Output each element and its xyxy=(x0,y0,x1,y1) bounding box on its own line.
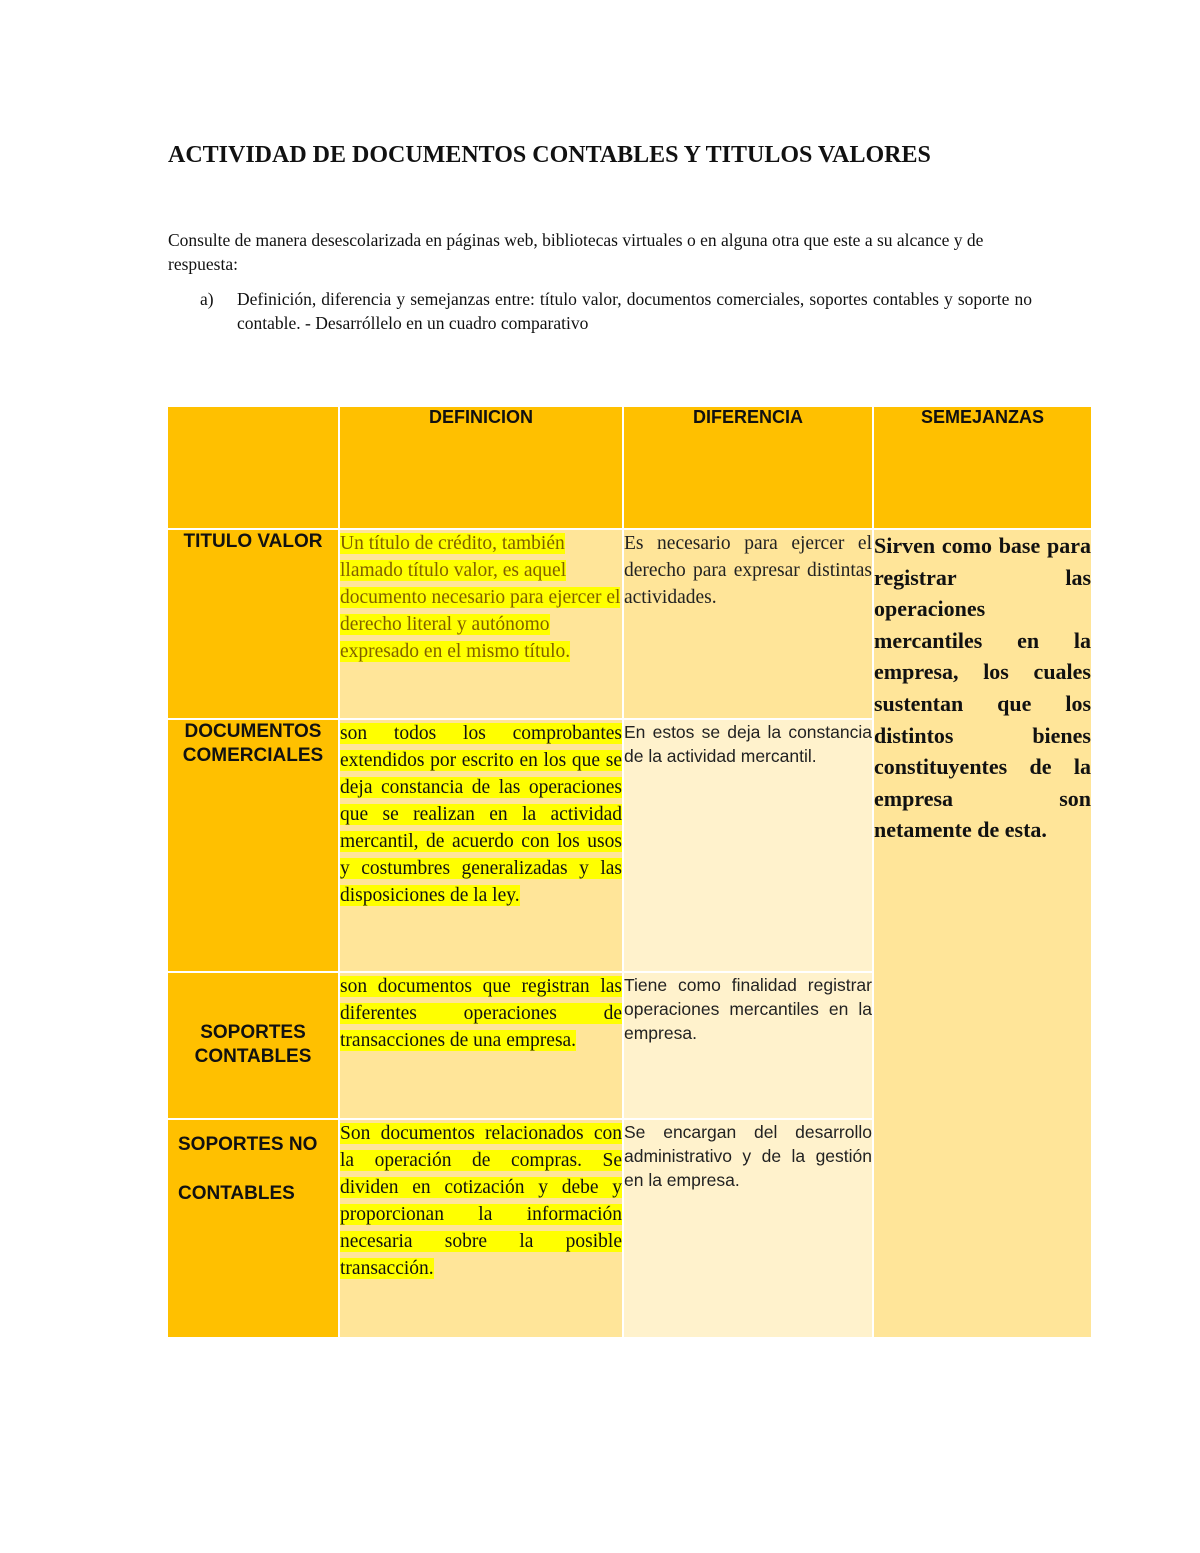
difference-text: Tiene como finalidad registrar operaciones mercantiles en la empresa. xyxy=(624,975,872,1043)
difference-cell xyxy=(623,1119,873,1338)
definition-cell xyxy=(339,1119,623,1338)
difference-cell xyxy=(623,529,873,719)
header-diferencia: DIFERENCIA xyxy=(623,406,873,529)
task-list-marker: a) xyxy=(200,289,214,309)
definition-text: son documentos que registran las diferentes operaciones de transacciones de una empresa. xyxy=(340,976,622,1051)
row-label: SOPORTES NO CONTABLES xyxy=(178,1134,318,1204)
row-label: SOPORTES CONTABLES xyxy=(194,1022,312,1067)
semejanzas-cell xyxy=(873,529,1092,1338)
definition-cell xyxy=(339,719,623,972)
intro-paragraph: Consulte de manera desescolarizada en páginas web, bibliotecas virtuales o en alguna otra que este a su alcance y de respuesta: xyxy=(168,230,984,274)
document-title: ACTIVIDAD DE DOCUMENTOS CONTABLES Y TITULOS VALORES xyxy=(168,142,931,168)
difference-text: Es necesario para ejercer el derecho para expresar distintas actividades. xyxy=(624,533,872,608)
difference-text: En estos se deja la constancia de la actividad mercantil. xyxy=(624,722,872,766)
definition-text: Son documentos relacionados con la operación de compras. Se dividen en cotización y debe y proporcionan la información necesaria sobre la posible transacción. xyxy=(340,1123,622,1279)
table-header-row xyxy=(167,406,1092,529)
difference-text: Se encargan del desarrollo administrativo y de la gestión en la empresa. xyxy=(624,1122,872,1190)
header-semejanzas: SEMEJANZAS xyxy=(873,406,1092,529)
table-row xyxy=(167,529,1092,719)
definition-text: Un título de crédito, también llamado título valor, es aquel documento necesario para ejercer el derecho literal y autónomo expresado en el mismo título. xyxy=(340,533,621,662)
row-label: TITULO VALOR xyxy=(183,531,323,552)
task-item xyxy=(200,287,1032,335)
row-label-cell xyxy=(167,719,339,972)
difference-cell xyxy=(623,972,873,1119)
row-label: DOCUMENTOS COMERCIALES xyxy=(182,721,324,766)
row-label-cell xyxy=(167,529,339,719)
definition-text: son todos los comprobantes extendidos por escrito en los que se deja constancia de las operaciones que se realizan en la actividad mercantil, de acuerdo con los usos y costumbres generalizadas y las disposiciones de la ley. xyxy=(340,723,622,906)
header-definicion: DEFINICION xyxy=(339,406,623,529)
semejanzas-text: Sirven como base para registrar las operaciones mercantiles en la empresa, los cuales sustentan que los distintos bienes constituyentes de la empresa son netamente de esta. xyxy=(874,533,1091,843)
row-label-cell xyxy=(167,972,339,1119)
comparison-table xyxy=(166,405,1093,1339)
row-label-cell xyxy=(167,1119,339,1338)
task-text: Definición, diferencia y semejanzas entre: título valor, documentos comerciales, soportes contables y soporte no contable. - Desarróllelo en un cuadro comparativo xyxy=(237,289,1032,333)
difference-cell xyxy=(623,719,873,972)
header-corner-cell xyxy=(167,406,339,529)
definition-cell xyxy=(339,529,623,719)
definition-cell xyxy=(339,972,623,1119)
